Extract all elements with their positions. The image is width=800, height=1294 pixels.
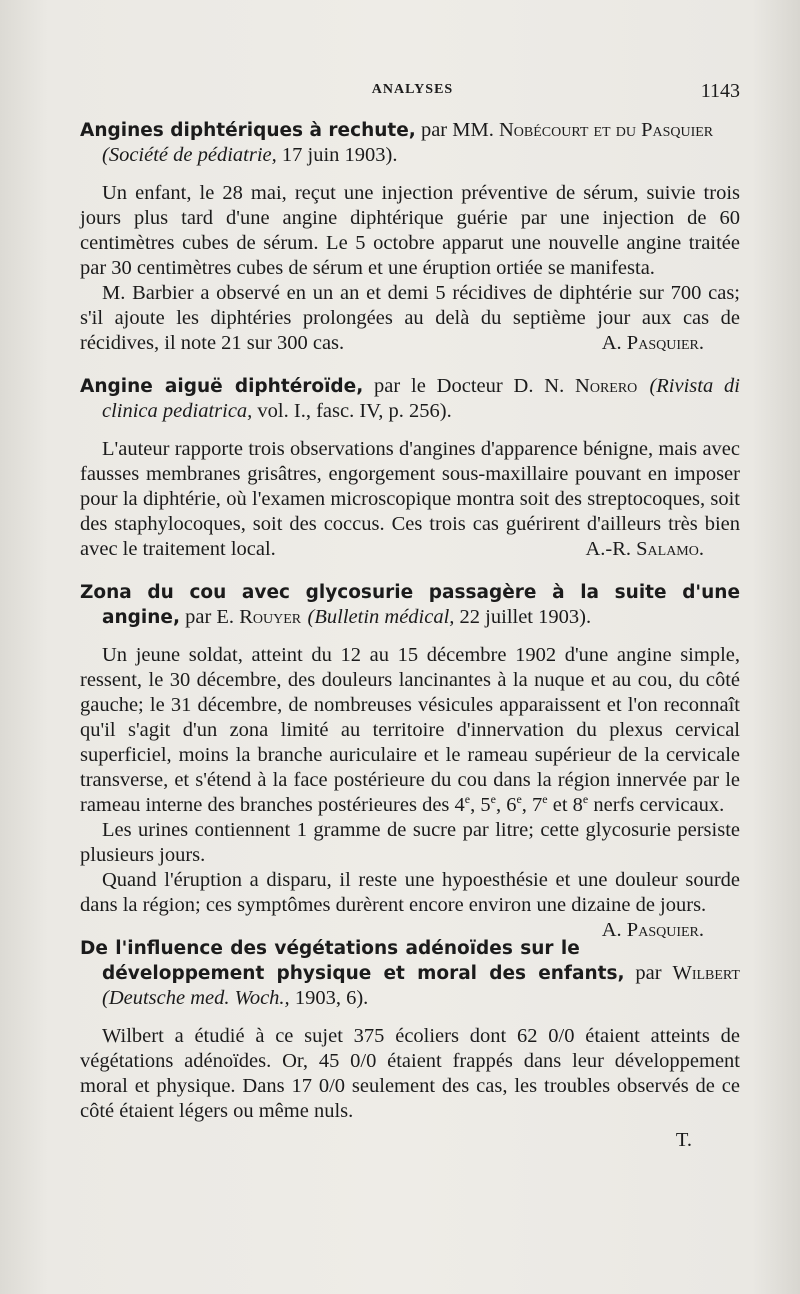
title-text: Zona du cou avec glycosurie passagère à la suite d'une angine, [80, 582, 740, 628]
article-angine-aigue [80, 374, 740, 562]
article-title [80, 374, 740, 424]
article-vegetations-adenoides [80, 936, 740, 1153]
paragraph: Les urines contiennent 1 gramme de sucre par litre; cette glycosurie persiste plusieurs jours. [80, 819, 740, 866]
page-content [80, 118, 740, 1171]
paragraph [80, 868, 740, 941]
article-title [80, 936, 740, 1011]
title-meta-prefix: par le Docteur D. N. [363, 375, 576, 397]
paragraph-text: L'auteur rapporte trois observations d'angines d'apparence bénigne, mais avec fausses membranes grisâtres, engorgement sous-maxillaire pouvant en imposer pour la diphtérie, où l'examen microscopique montra soit des streptocoques, soit des staphylocoques, soit des coccus. Ces trois cas guérirent d'ailleurs très bien avec le traitement local. [80, 438, 740, 560]
title-meta-suffix: vol. I., fasc. IV, p. 256). [252, 400, 452, 422]
paragraph-text: Quand l'éruption a disparu, il reste une hypoesthésie et une douleur sourde dans la région; ces symptômes durèrent encore environ une dizaine de jours. [80, 869, 740, 916]
article-angines-diphteriques [80, 118, 740, 356]
article-signature: A.-R. Salamo. [585, 538, 704, 560]
paragraph: Un enfant, le 28 mai, reçut une injection préventive de sérum, suivie trois jours plus tard d'une angine diphtérique guérie par une injection de 60 centimètres cubes de sérum. Le 5 octobre apparut une nouvelle angine traitée par 30 centimètres cubes de sérum et une éruption ortiée se manifesta. [80, 182, 740, 279]
article-source: (Société de pédiatrie, [102, 144, 277, 166]
article-authors: Rouyer [239, 606, 302, 628]
paragraph-text: M. Barbier a observé en un an et demi 5 récidives de diphtérie sur 700 cas; s'il ajoute les diphtéries prolongées au delà du septième jour aux cas de récidives, il note 21 sur 300 cas. [80, 282, 740, 354]
page-number: 1143 [700, 80, 740, 102]
paragraph [80, 281, 740, 356]
title-meta-prefix: par [624, 962, 673, 984]
article-title [80, 118, 740, 168]
article-zona-du-cou [80, 580, 740, 941]
title-meta-suffix: 17 juin 1903). [276, 144, 398, 166]
article-source: (Rivista di clinica pediatrica, [102, 375, 740, 422]
paragraph [80, 437, 740, 562]
paragraph: Wilbert a étudié à ce sujet 375 écoliers dont 62 0/0 étaient atteints de végétations adénoïdes. Or, 45 0/0 étaient frappés dans leur développement moral et physique. Dans 17 0/0 seulement des cas, les troubles observés de ce côté étaient légers ou même nuls. [80, 1025, 740, 1122]
paragraph: Un jeune soldat, atteint du 12 au 15 décembre 1902 d'une angine simple, ressent, le 30 décembre, des douleurs lancinantes à la nuque et au cou, du côté gauche; le 31 décembre, de nombreuses vésicules apparaissent et l'on reconnaît qu'il s'agit d'un zona limité au territoire d'innervation du plexus cervical superficiel, moins la branche auriculaire et le rameau supérieur de la cervicale transverse, et s'étend à la face postérieure du cou dans la région innervée par le rameau interne des branches postérieures des 4e, 5e, 6e, 7e et 8e nerfs cervicaux. [80, 644, 740, 816]
title-meta-prefix: par E. [179, 606, 240, 628]
running-head: ANALYSES [371, 82, 454, 97]
article-signature: A. Pasquier. [601, 919, 704, 941]
article-signature: T. [675, 1129, 692, 1151]
article-source: (Bulletin médical, [307, 606, 455, 628]
title-text: Angine aiguë diphtéroïde, [80, 376, 364, 397]
article-authors: Nobécourt et du Pasquier [498, 119, 714, 141]
article-title [80, 580, 740, 630]
article-signature: A. Pasquier. [601, 332, 704, 354]
title-text: Angines diphtériques à rechute, [80, 120, 416, 141]
title-text: De l'influence des végétations adénoïdes sur le développement physique et moral des enfants, [80, 938, 625, 984]
article-source: (Deutsche med. Woch., [102, 987, 290, 1009]
title-meta-suffix: 1903, 6). [289, 987, 369, 1009]
article-authors: Wilbert [672, 962, 740, 984]
article-authors: Norero [575, 375, 638, 397]
title-meta-prefix: par MM. [415, 119, 499, 141]
title-meta-suffix: 22 juillet 1903). [454, 606, 592, 628]
